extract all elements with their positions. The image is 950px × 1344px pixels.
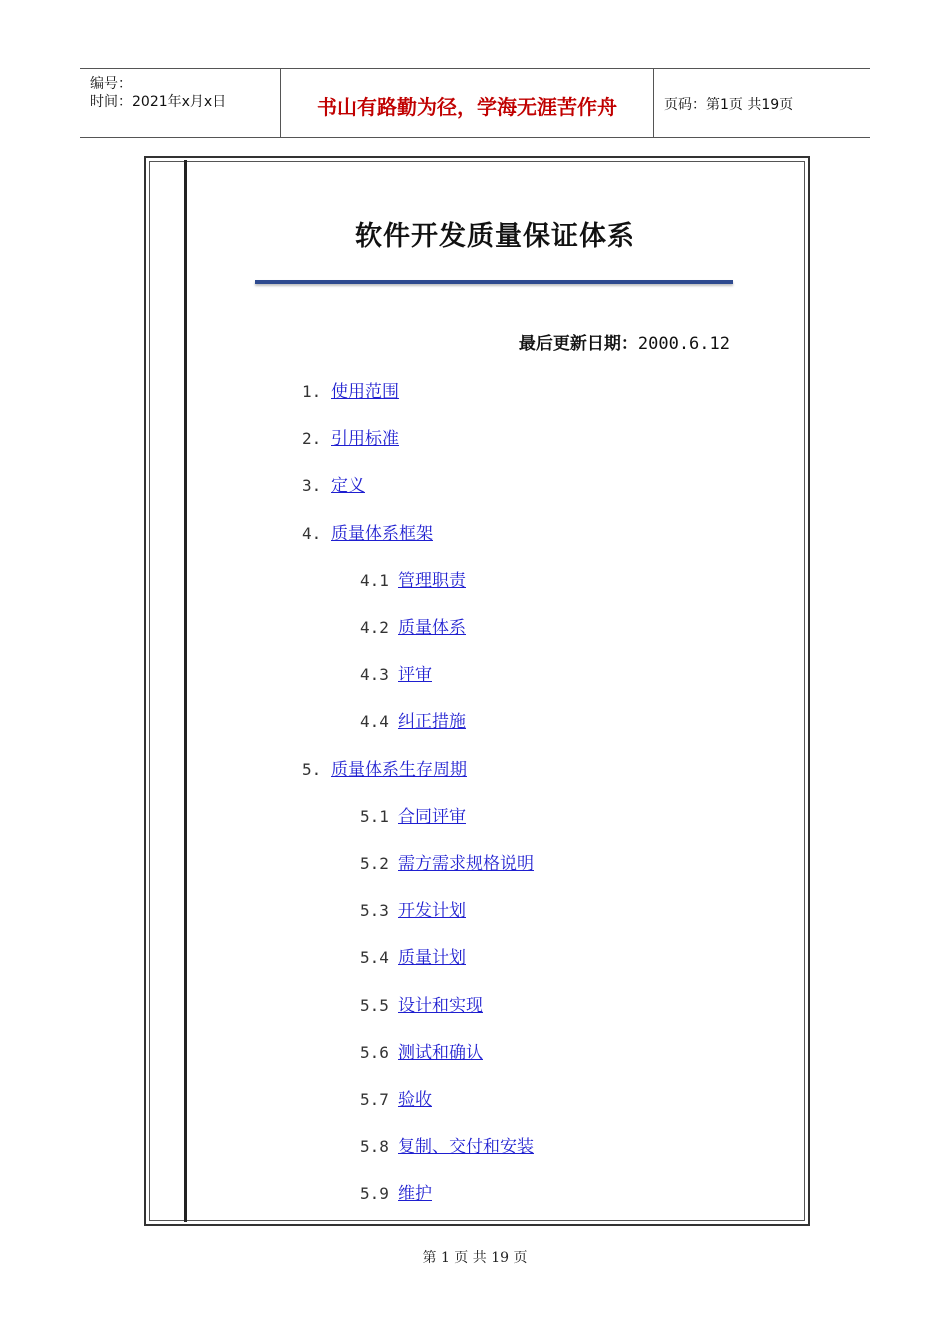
toc-item-link[interactable]: 质量体系生存周期 xyxy=(331,760,467,780)
toc-item-link[interactable]: 管理职责 xyxy=(398,571,466,591)
toc-item-link[interactable]: 质量计划 xyxy=(398,948,466,968)
toc-item xyxy=(302,519,433,544)
toc-item-link[interactable]: 维护 xyxy=(398,1184,432,1204)
header-motto-cell xyxy=(281,69,654,137)
header-page-info: 页码：第1页 共19页 xyxy=(664,97,794,113)
toc-item xyxy=(360,849,534,874)
toc-item-number: 4.2 xyxy=(360,618,389,637)
toc-item xyxy=(360,943,466,968)
toc-item-number: 1. xyxy=(302,382,322,401)
document-frame xyxy=(144,156,810,1226)
page-footer: 第 1 页 共 19 页 xyxy=(422,1250,528,1266)
toc-item-number: 4.1 xyxy=(360,571,389,590)
toc-item-link[interactable]: 设计和实现 xyxy=(398,996,483,1016)
toc-item-number: 5.1 xyxy=(360,807,389,826)
header-time-label: 时间：2021年x月x日 xyxy=(90,94,227,110)
toc-item-number: 5.9 xyxy=(360,1184,389,1203)
toc-item-number: 3. xyxy=(302,476,322,495)
toc-item-link[interactable]: 需方需求规格说明 xyxy=(398,854,534,874)
header-motto: 书山有路勤为径，学海无涯苦作舟 xyxy=(317,95,617,119)
toc-item xyxy=(360,660,432,685)
toc-item-number: 5.7 xyxy=(360,1090,389,1109)
toc-item-link[interactable]: 验收 xyxy=(398,1090,432,1110)
toc-item xyxy=(360,707,466,732)
header-meta-cell xyxy=(80,69,281,137)
toc-item-link[interactable]: 开发计划 xyxy=(398,901,466,921)
document-title: 软件开发质量保证体系 xyxy=(355,221,635,252)
page-header xyxy=(80,68,870,138)
toc-item xyxy=(360,991,483,1016)
toc-item xyxy=(360,566,466,591)
toc-item-link[interactable]: 纠正措施 xyxy=(398,712,466,732)
header-number-label: 编号： xyxy=(90,76,132,92)
toc-item-link[interactable]: 定义 xyxy=(331,476,365,496)
toc-item xyxy=(302,377,399,402)
toc-item xyxy=(302,424,399,449)
toc-item-number: 5.2 xyxy=(360,854,389,873)
header-page-cell xyxy=(654,69,870,137)
toc-item-link[interactable]: 使用范围 xyxy=(331,382,399,402)
last-updated-value: 2000.6.12 xyxy=(637,334,730,354)
toc-item-link[interactable]: 质量体系框架 xyxy=(331,524,433,544)
toc-item-number: 4.4 xyxy=(360,712,389,731)
toc-item xyxy=(360,896,466,921)
toc-item xyxy=(302,471,365,496)
toc-item xyxy=(360,1179,432,1204)
last-updated-label: 最后更新日期： xyxy=(518,334,638,354)
toc-item xyxy=(360,1038,483,1063)
toc-item xyxy=(360,1085,432,1110)
document-left-bar xyxy=(184,160,187,1222)
toc-item-number: 2. xyxy=(302,429,322,448)
toc-item-link[interactable]: 测试和确认 xyxy=(398,1043,483,1063)
toc-item-link[interactable]: 复制、交付和安装 xyxy=(398,1137,534,1157)
toc-item xyxy=(360,613,466,638)
toc-item-number: 5. xyxy=(302,760,322,779)
last-updated xyxy=(519,329,730,354)
toc-item-link[interactable]: 评审 xyxy=(398,665,432,685)
toc-item-number: 5.3 xyxy=(360,901,389,920)
toc-item xyxy=(302,755,467,780)
toc-item xyxy=(360,1132,534,1157)
toc-item xyxy=(360,802,466,827)
toc-item-number: 5.4 xyxy=(360,948,389,967)
toc-item-number: 4.3 xyxy=(360,665,389,684)
toc-item-link[interactable]: 引用标准 xyxy=(331,429,399,449)
toc-item-link[interactable]: 合同评审 xyxy=(398,807,466,827)
toc-item-number: 5.6 xyxy=(360,1043,389,1062)
toc-item-link[interactable]: 质量体系 xyxy=(398,618,466,638)
toc-item-number: 5.8 xyxy=(360,1137,389,1156)
title-rule xyxy=(255,280,733,284)
toc-item-number: 5.5 xyxy=(360,996,389,1015)
toc-item-number: 4. xyxy=(302,524,322,543)
